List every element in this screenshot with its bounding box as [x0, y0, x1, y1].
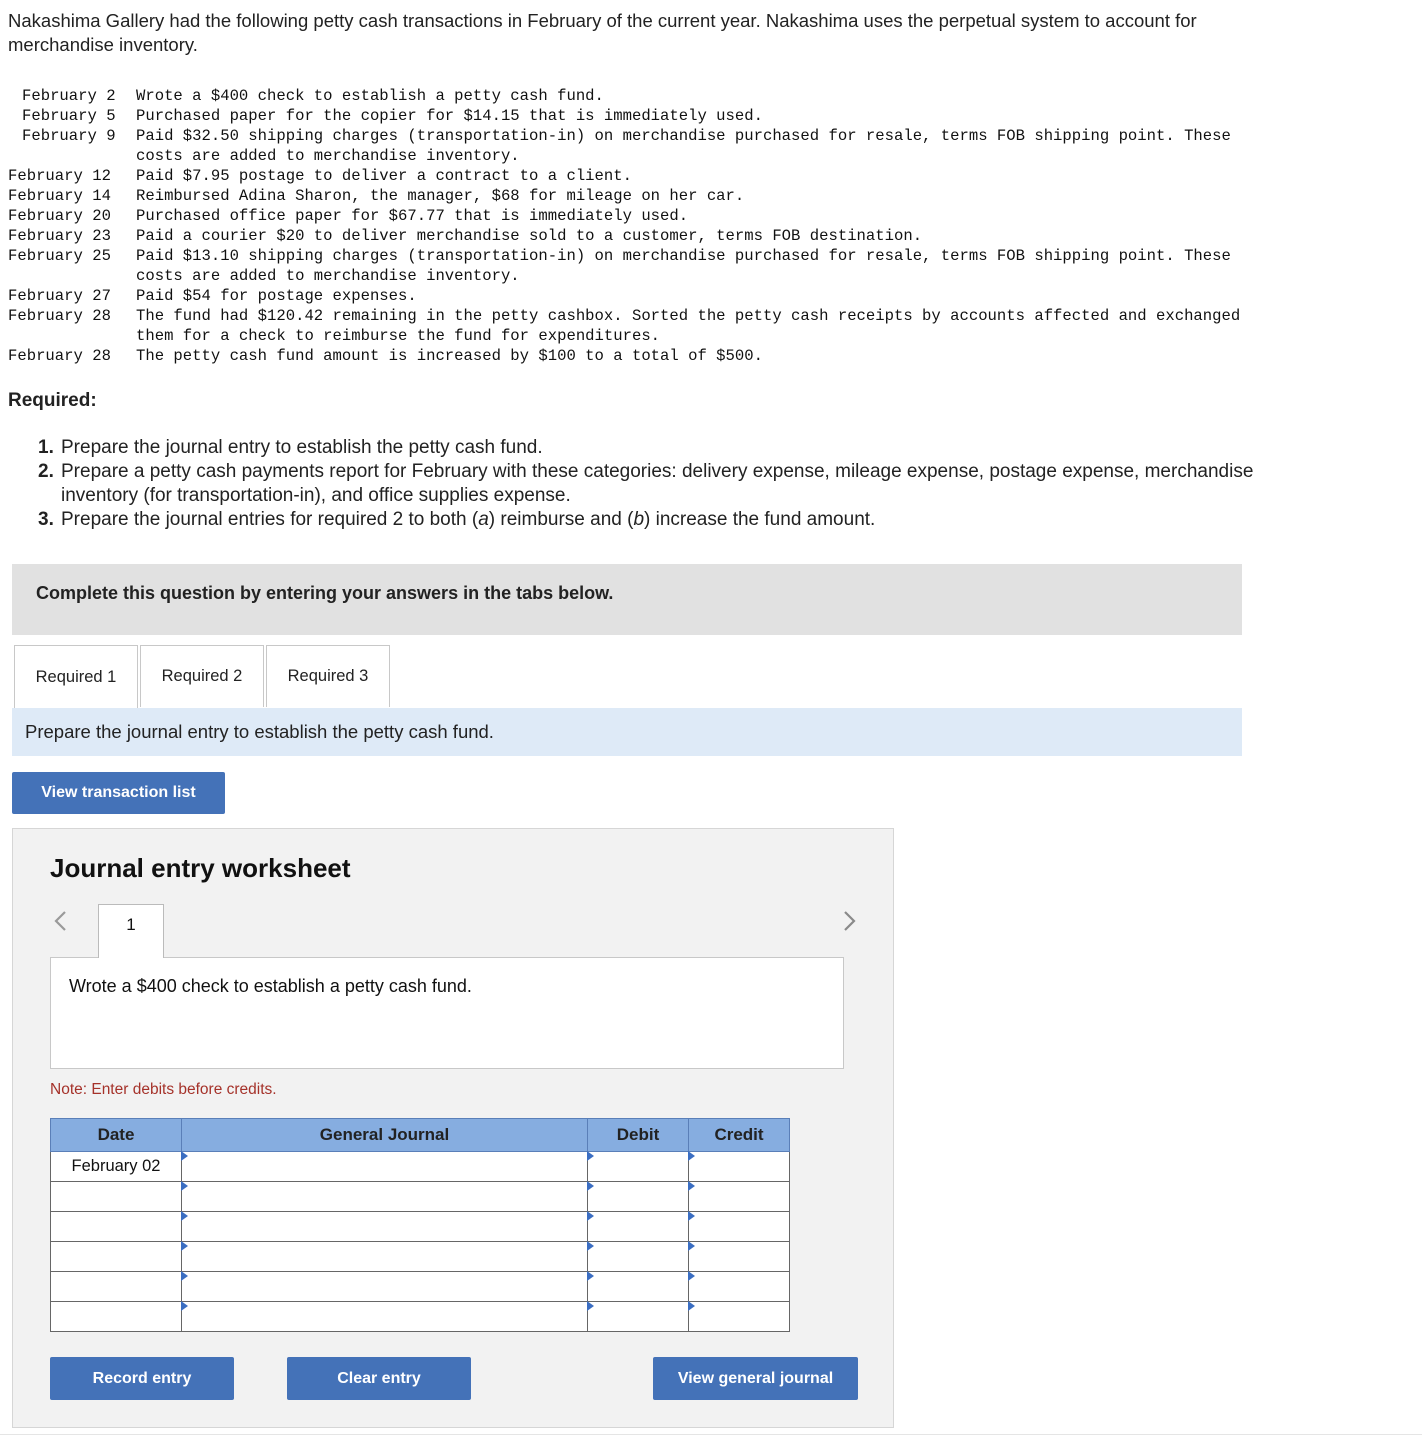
requirement-text-italic: b — [633, 509, 645, 530]
debit-input[interactable] — [588, 1242, 689, 1272]
debit-input[interactable] — [588, 1272, 689, 1302]
transaction-date: February 9 — [22, 127, 116, 145]
transaction-row — [8, 86, 1266, 106]
journal-table — [50, 1118, 790, 1332]
transaction-row — [8, 106, 1266, 126]
transaction-date: February 5 — [22, 107, 116, 125]
requirement-item — [38, 436, 1278, 460]
transaction-row — [8, 306, 1266, 346]
tab-required-2[interactable]: Required 2 — [140, 645, 264, 707]
transaction-desc: Paid $32.50 shipping charges (transportation-in) on merchandise purchased for resale, terms FOB shipping point. These costs are added to merchandise inventory. — [136, 127, 1231, 165]
account-input[interactable] — [182, 1182, 588, 1212]
account-input[interactable] — [182, 1272, 588, 1302]
transaction-desc: Paid a courier $20 to deliver merchandise sold to a customer, terms FOB destination. — [136, 227, 923, 245]
account-input[interactable] — [182, 1302, 588, 1332]
transaction-description-box — [50, 957, 844, 1069]
note-text: Note: Enter debits before credits. — [50, 1081, 277, 1098]
column-header-credit: Credit — [689, 1119, 790, 1152]
requirement-number: 3. — [38, 509, 54, 530]
column-header-debit: Debit — [588, 1119, 689, 1152]
tab-required-1[interactable]: Required 1 — [14, 645, 138, 709]
intro-text: Nakashima Gallery had the following petty cash transactions in February of the current year. Nakashima uses the perpetual system to account for merchandise inventory. — [8, 10, 1197, 55]
date-cell: February 02 — [51, 1152, 182, 1182]
transaction-date: February 28 — [8, 307, 111, 325]
transaction-date: February 2 — [22, 87, 116, 105]
transaction-desc: The petty cash fund amount is increased by $100 to a total of $500. — [136, 347, 763, 365]
worksheet-title: Journal entry worksheet — [50, 853, 351, 883]
date-cell — [51, 1242, 182, 1272]
instruction-text: Prepare the journal entry to establish the petty cash fund. — [25, 721, 494, 742]
transaction-desc: Purchased office paper for $67.77 that is immediately used. — [136, 207, 689, 225]
transaction-desc: Paid $13.10 shipping charges (transportation-in) on merchandise purchased for resale, terms FOB shipping point. These costs are added to merchandise inventory. — [136, 247, 1231, 285]
requirement-text-italic: a — [478, 509, 489, 530]
transaction-date: February 12 — [8, 167, 111, 185]
account-input[interactable] — [182, 1242, 588, 1272]
requirement-text — [61, 508, 875, 532]
table-row — [51, 1152, 790, 1182]
credit-input[interactable] — [689, 1182, 790, 1212]
column-header-general-journal: General Journal — [182, 1119, 588, 1152]
requirement-text-part: ) reimburse and ( — [488, 509, 634, 530]
clear-entry-button[interactable]: Clear entry — [287, 1357, 471, 1400]
date-cell — [51, 1302, 182, 1332]
transaction-date: February 23 — [8, 227, 111, 245]
journal-entry-worksheet — [12, 828, 894, 1428]
table-row — [51, 1272, 790, 1302]
transaction-description: Wrote a $400 check to establish a petty cash fund. — [69, 976, 472, 996]
transaction-row — [8, 246, 1266, 286]
credit-input[interactable] — [689, 1212, 790, 1242]
transaction-desc: Paid $54 for postage expenses. — [136, 287, 417, 305]
transaction-row — [8, 186, 1266, 206]
date-cell — [51, 1182, 182, 1212]
transaction-row — [8, 206, 1266, 226]
transaction-row — [8, 226, 1266, 246]
transaction-row — [8, 286, 1266, 306]
tab-required-3[interactable]: Required 3 — [266, 645, 390, 707]
requirement-text: Prepare the journal entry to establish the petty cash fund. — [61, 437, 543, 458]
table-row — [51, 1242, 790, 1272]
view-transaction-list-button[interactable]: View transaction list — [12, 772, 225, 814]
debit-input[interactable] — [588, 1152, 689, 1182]
debit-input[interactable] — [588, 1302, 689, 1332]
credit-input[interactable] — [689, 1242, 790, 1272]
transaction-row — [8, 346, 1266, 366]
date-cell — [51, 1212, 182, 1242]
date-cell — [51, 1272, 182, 1302]
requirements-list — [38, 436, 1278, 532]
transaction-desc: Paid $7.95 postage to deliver a contract to a client. — [136, 167, 632, 185]
transaction-desc: Purchased paper for the copier for $14.15 that is immediately used. — [136, 107, 763, 125]
requirement-text-part: ) increase the fund amount. — [644, 509, 876, 530]
journal-header-row — [51, 1119, 790, 1152]
debit-input[interactable] — [588, 1212, 689, 1242]
account-input[interactable] — [182, 1152, 588, 1182]
divider — [0, 1434, 1422, 1435]
table-row — [51, 1302, 790, 1332]
credit-input[interactable] — [689, 1272, 790, 1302]
transaction-date: February 27 — [8, 287, 111, 305]
transaction-desc: Reimbursed Adina Sharon, the manager, $68 for mileage on her car. — [136, 187, 745, 205]
account-input[interactable] — [182, 1212, 588, 1242]
transaction-desc: Wrote a $400 check to establish a petty cash fund. — [136, 87, 604, 105]
table-row — [51, 1182, 790, 1212]
chevron-left-icon[interactable] — [50, 909, 74, 933]
required-heading: Required: — [8, 390, 97, 411]
transaction-date: February 14 — [8, 187, 111, 205]
transaction-date: February 25 — [8, 247, 111, 265]
requirement-text-part: Prepare the journal entries for required 2 to both ( — [61, 509, 479, 530]
transaction-row — [8, 126, 1266, 166]
banner-text: Complete this question by entering your answers in the tabs below. — [36, 583, 614, 603]
instructions-banner — [12, 564, 1242, 635]
requirement-text: Prepare a petty cash payments report for February with these categories: delivery expense, mileage expense, postage expense, merchandise inventory (for transportation-in), and office supplies expense. — [61, 461, 1254, 506]
transaction-date: February 20 — [8, 207, 111, 225]
requirement-number: 1. — [38, 437, 54, 458]
credit-input[interactable] — [689, 1152, 790, 1182]
view-general-journal-button[interactable]: View general journal — [653, 1357, 858, 1400]
table-row — [51, 1212, 790, 1242]
requirement-item — [38, 508, 1278, 532]
tab-instruction — [12, 708, 1242, 756]
requirement-item — [38, 460, 1278, 508]
chevron-right-icon[interactable] — [836, 909, 860, 933]
transaction-row — [8, 166, 1266, 186]
entry-number-tab[interactable]: 1 — [98, 904, 164, 958]
debit-input[interactable] — [588, 1182, 689, 1212]
credit-input[interactable] — [689, 1302, 790, 1332]
transaction-date: February 28 — [8, 347, 111, 365]
transaction-desc: The fund had $120.42 remaining in the petty cashbox. Sorted the petty cash receipts by accounts affected and exchanged them for a check to reimburse the fund for expenditures. — [136, 307, 1241, 345]
record-entry-button[interactable]: Record entry — [50, 1357, 234, 1400]
transaction-list — [8, 86, 1266, 366]
tab-bar — [14, 645, 1242, 709]
column-header-date: Date — [51, 1119, 182, 1152]
requirement-number: 2. — [38, 461, 54, 482]
